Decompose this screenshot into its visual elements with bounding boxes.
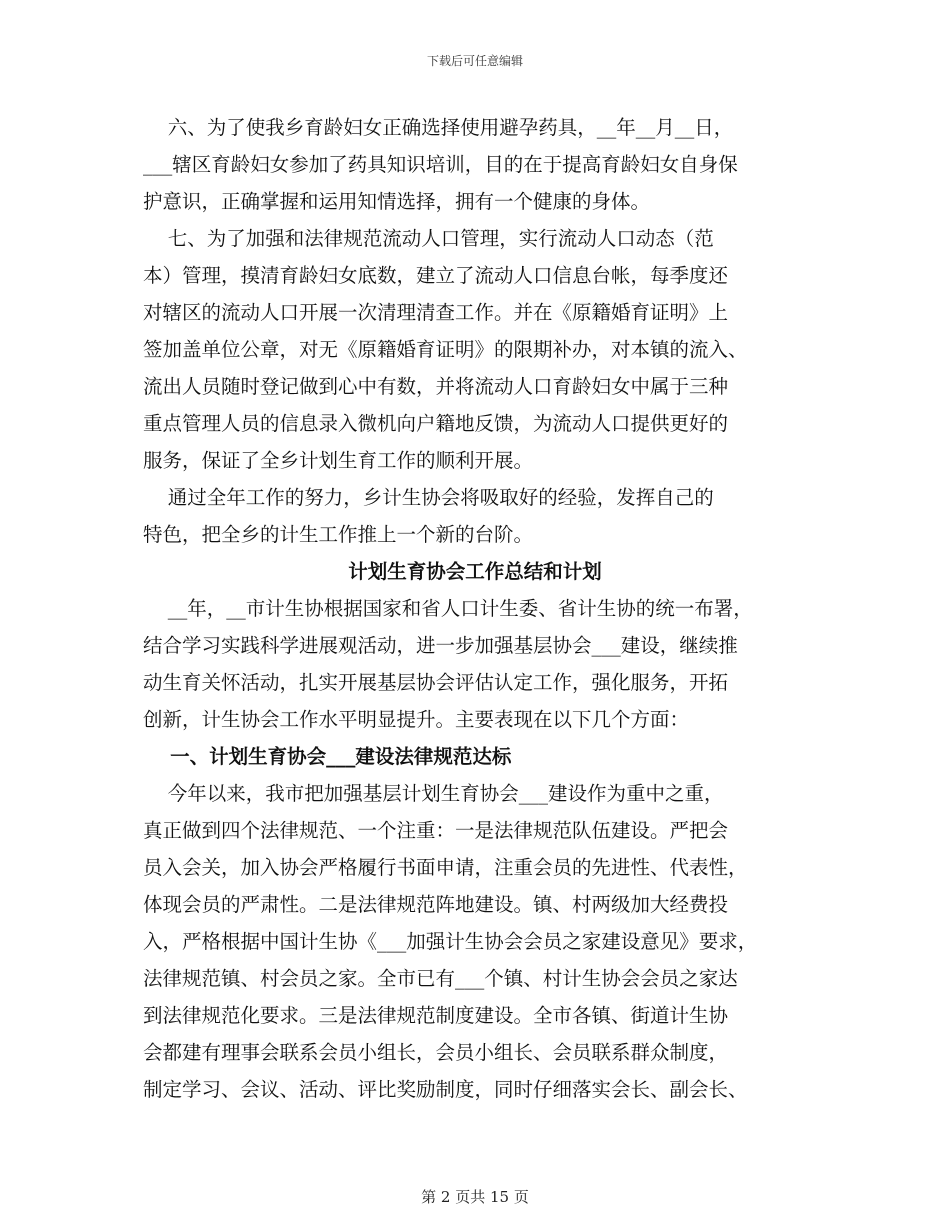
paragraph-line: 护意识，正确掌握和运用知情选择，拥有一个健康的身体。 [143,190,651,213]
paragraph-line: 真正做到四个法律规范、一个注重：一是法律规范队伍建设。严把会 [143,819,729,842]
paragraph-line: 创新，计生协会工作水平明显提升。主要表现在以下几个方面： [143,708,690,731]
paragraph-line: 法律规范镇、村会员之家。全市已有___个镇、村计生协会会员之家达 [143,967,738,990]
paragraph-line: 本）管理，摸清育龄妇女底数，建立了流动人口信息台帐，每季度还 [143,264,729,287]
paragraph-line: ___辖区育龄妇女参加了药具知识培训，目的在于提高育龄妇女自身保 [143,153,738,176]
paragraph-line: 到法律规范化要求。三是法律规范制度建设。全市各镇、街道计生协 [143,1004,729,1027]
paragraph-line: 六、为了使我乡育龄妇女正确选择使用避孕药具，__年__月__日， [143,116,734,139]
paragraph-line: 服务，保证了全乡计划生育工作的顺利开展。 [143,449,534,472]
page-header: 下载后可任意编辑 [426,54,523,68]
paragraph-line: 制定学习、会议、活动、评比奖励制度，同时仔细落实会长、副会长、 [143,1078,748,1101]
section-title: 计划生育协会工作总结和计划 [348,560,602,583]
page-footer: 第 2 页共 15 页 [421,1188,529,1206]
paragraph-line: 会都建有理事会联系会员小组长，会员小组长、会员联系群众制度， [143,1041,729,1064]
paragraph-line: 体现会员的严肃性。二是法律规范阵地建设。镇、村两级加大经费投 [143,893,729,916]
paragraph-line: 流出人员随时登记做到心中有数，并将流动人口育龄妇女中属于三种 [143,375,729,398]
paragraph-line: 对辖区的流动人口开展一次清理清查工作。并在《原籍婚育证明》上 [143,301,729,324]
paragraph-line: 通过全年工作的努力，乡计生协会将吸取好的经验，发挥自己的 [143,486,714,509]
paragraph-line: 结合学习实践科学进展观活动，进一步加强基层协会___建设，继续推 [143,634,738,657]
paragraph-line: 重点管理人员的信息录入微机向户籍地反馈，为流动人口提供更好的 [143,412,729,435]
paragraph-line: 特色，把全乡的计生工作推上一个新的台阶。 [143,523,534,546]
paragraph-line: 七、为了加强和法律规范流动人口管理，实行流动人口动态（范 [143,227,714,250]
paragraph-line: 动生育关怀活动，扎实开展基层协会评估认定工作，强化服务，开拓 [143,671,729,694]
paragraph-line: 入，严格根据中国计生协《___加强计生协会会员之家建设意见》要求， [143,930,758,953]
paragraph-line: 今年以来，我市把加强基层计划生育协会___建设作为重中之重， [143,782,724,805]
subsection-heading: 一、计划生育协会___建设法律规范达标 [143,745,512,768]
paragraph-line: __年，__市计生协根据国家和省人口计生委、省计生协的统一布署， [143,597,753,620]
paragraph-line: 员入会关，加入协会严格履行书面申请，注重会员的先进性、代表性， [143,856,748,879]
paragraph-line: 签加盖单位公章，对无《原籍婚育证明》的限期补办，对本镇的流入、 [143,338,748,361]
